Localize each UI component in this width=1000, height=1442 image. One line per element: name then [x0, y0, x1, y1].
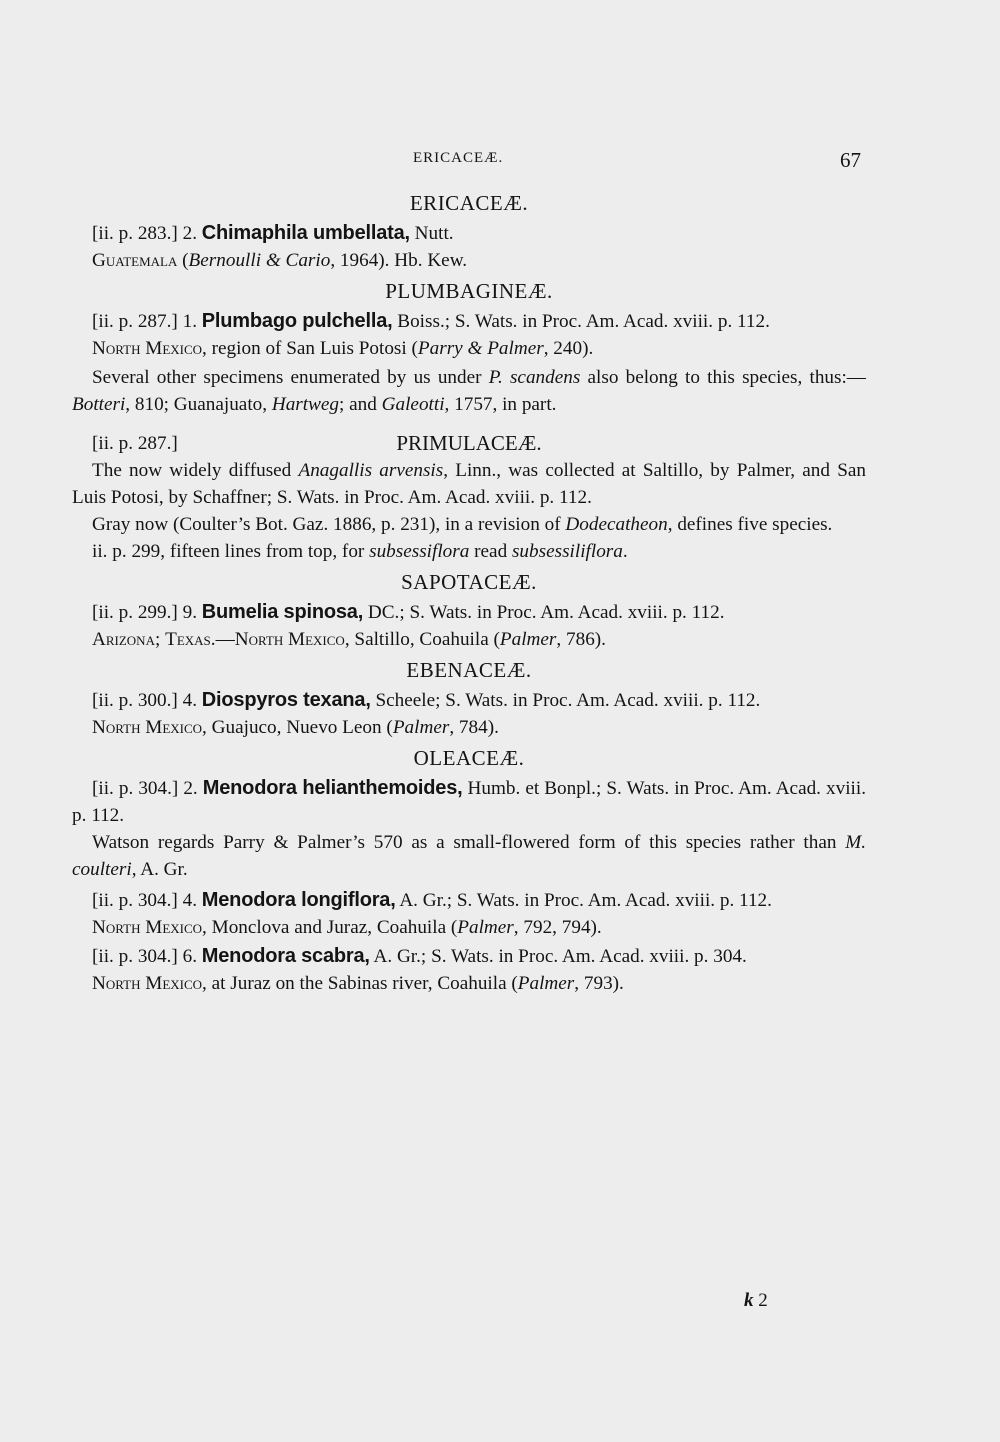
species-entry: [72, 308, 866, 335]
genus-ref: Dodecatheon: [565, 514, 668, 535]
note-paragraph: [72, 829, 866, 883]
locality-text: , 792, 794).: [513, 917, 602, 938]
erratum-paragraph: [72, 538, 866, 565]
locality-line: [72, 626, 866, 653]
citation: Humb. et Bonpl.; S. Wats. in Proc. Am. Acad. xviii. p. 112.: [72, 778, 866, 826]
collector: Hartweg: [271, 394, 339, 415]
family-heading-plumbagineae: PLUMBAGINEÆ.: [385, 279, 553, 303]
running-title: ERICACEÆ.: [413, 150, 504, 166]
note-text: ii. p. 299, fifteen lines from top, for: [92, 541, 370, 562]
volume-reference: [ii. p. 287.] 1.: [92, 311, 197, 332]
collector: Botteri: [72, 394, 126, 415]
locality-text: , 784).: [449, 717, 499, 738]
volume-reference: [ii. p. 287.]: [92, 433, 178, 454]
note-text: ; and: [339, 394, 382, 415]
species-entry: [72, 687, 866, 714]
region: Texas: [165, 629, 211, 650]
locality-text: , region of San Luis Potosi (: [202, 338, 418, 359]
volume-reference: [ii. p. 283.] 2.: [92, 223, 197, 244]
citation: A. Gr.; S. Wats. in Proc. Am. Acad. xviii. p. 304.: [369, 946, 747, 967]
volume-reference: [ii. p. 300.] 4.: [92, 690, 197, 711]
page-number: 67: [840, 148, 861, 172]
volume-reference: [ii. p. 299.] 9.: [92, 602, 197, 623]
region: North Mexico: [234, 629, 345, 650]
species-entry: [72, 599, 866, 626]
collector: Palmer: [392, 717, 450, 738]
volume-reference: [ii. p. 304.] 4.: [92, 890, 197, 911]
printer-signature-mark: [744, 1290, 768, 1312]
region: North Mexico: [92, 717, 203, 738]
species-name: Chimaphila umbellata,: [201, 222, 410, 244]
locality-line: [72, 335, 866, 362]
collector: Palmer: [499, 629, 557, 650]
locality-line: [72, 970, 866, 997]
collector: Palmer: [517, 973, 575, 994]
species-name: Menodora longiflora,: [201, 889, 396, 911]
family-heading-oleaceae: OLEACEÆ.: [413, 746, 525, 770]
species-ref: Anagallis arvensis: [298, 460, 444, 481]
citation: DC.; S. Wats. in Proc. Am. Acad. xviii. p. 112.: [363, 602, 725, 623]
volume-reference: [ii. p. 304.] 2.: [92, 778, 198, 799]
locality-line: [72, 247, 866, 274]
species-name: Bumelia spinosa,: [201, 601, 364, 623]
collector: Galeotti: [381, 394, 445, 415]
volume-reference: [ii. p. 304.] 6.: [92, 946, 197, 967]
species-entry: [72, 220, 866, 247]
word-ref: subsessiliflora: [511, 541, 623, 562]
species-author: Nutt.: [409, 223, 454, 244]
collector: Palmer: [457, 917, 514, 938]
species-entry: [72, 887, 866, 914]
locality-text: , 240).: [543, 338, 594, 359]
note-text: .: [622, 541, 628, 562]
species-entry: [72, 943, 866, 970]
species-name: Plumbago pulchella,: [201, 310, 393, 332]
locality-text: , at Juraz on the Sabinas river, Coahuila (: [202, 973, 518, 994]
note-text: Several other specimens enumerated by us under: [92, 367, 489, 388]
family-heading-sapotaceae: SAPOTACEÆ.: [401, 570, 537, 594]
species-name: Menodora scabra,: [201, 945, 370, 967]
species-ref: P. scandens: [488, 367, 581, 388]
locality-text: , 793).: [574, 973, 624, 994]
species-ref: M. coulteri: [72, 832, 866, 880]
species-name: Menodora helianthemoides,: [202, 777, 463, 799]
note-text: The now widely diffused: [92, 460, 299, 481]
note-text: , A. Gr.: [131, 859, 188, 880]
family-heading-ebenaceae: EBENACEÆ.: [406, 658, 532, 682]
locality-text: (: [177, 250, 189, 271]
species-entry: [72, 775, 866, 829]
body-text: [72, 186, 866, 999]
signature-number: 2: [753, 1290, 768, 1311]
locality-text: ;: [154, 629, 166, 650]
signature-letter: k: [744, 1290, 754, 1311]
note-paragraph: [72, 457, 866, 511]
locality-text: , Saltillo, Coahuila (: [344, 629, 500, 650]
collectors: Parry & Palmer: [417, 338, 544, 359]
note-text: Watson regards Parry & Palmer’s 570 as a small-flowered form of this species rather than: [92, 832, 846, 853]
locality-line: [72, 714, 866, 741]
spacer: [72, 418, 866, 428]
locality-text: , Monclova and Juraz, Coahuila (: [202, 917, 458, 938]
note-text: , 810; Guanajuato,: [125, 394, 272, 415]
note-text: Gray now (Coulter’s Bot. Gaz. 1886, p. 231), in a revision of: [92, 514, 566, 535]
citation: Boiss.; S. Wats. in Proc. Am. Acad. xviii. p. 112.: [392, 311, 770, 332]
family-heading-primulaceae: [72, 430, 866, 457]
note-text: , Linn., was collected at Saltillo, by Palmer, and San Luis Potosi, by Schaffner; S. Wats. in Proc. Am. Acad. xviii. p. 112.: [72, 460, 866, 508]
running-head: [0, 148, 1000, 172]
locality-text: .—: [210, 629, 235, 650]
collectors: Bernoulli & Cario: [188, 250, 331, 271]
note-paragraph: [72, 364, 866, 418]
word-ref: subsessiflora: [369, 541, 470, 562]
note-text: , 1757, in part.: [444, 394, 557, 415]
citation: Scheele; S. Wats. in Proc. Am. Acad. xviii. p. 112.: [370, 690, 761, 711]
citation: A. Gr.; S. Wats. in Proc. Am. Acad. xviii. p. 112.: [395, 890, 772, 911]
region: Arizona: [92, 629, 155, 650]
region: North Mexico: [92, 917, 203, 938]
family-title: PRIMULACEÆ.: [396, 431, 542, 455]
region: North Mexico: [92, 338, 203, 359]
region: Guatemala: [92, 250, 178, 271]
region: North Mexico: [92, 973, 203, 994]
note-text: also belong to this species, thus:—: [580, 367, 866, 388]
locality-line: [72, 914, 866, 941]
locality-text: , 1964). Hb. Kew.: [330, 250, 468, 271]
note-text: , defines five species.: [667, 514, 833, 535]
locality-text: , 786).: [556, 629, 606, 650]
locality-text: , Guajuco, Nuevo Leon (: [202, 717, 393, 738]
note-paragraph: [72, 511, 866, 538]
note-text: read: [469, 541, 512, 562]
family-heading-ericaceae: ERICACEÆ.: [409, 191, 529, 215]
species-name: Diospyros texana,: [201, 689, 371, 711]
